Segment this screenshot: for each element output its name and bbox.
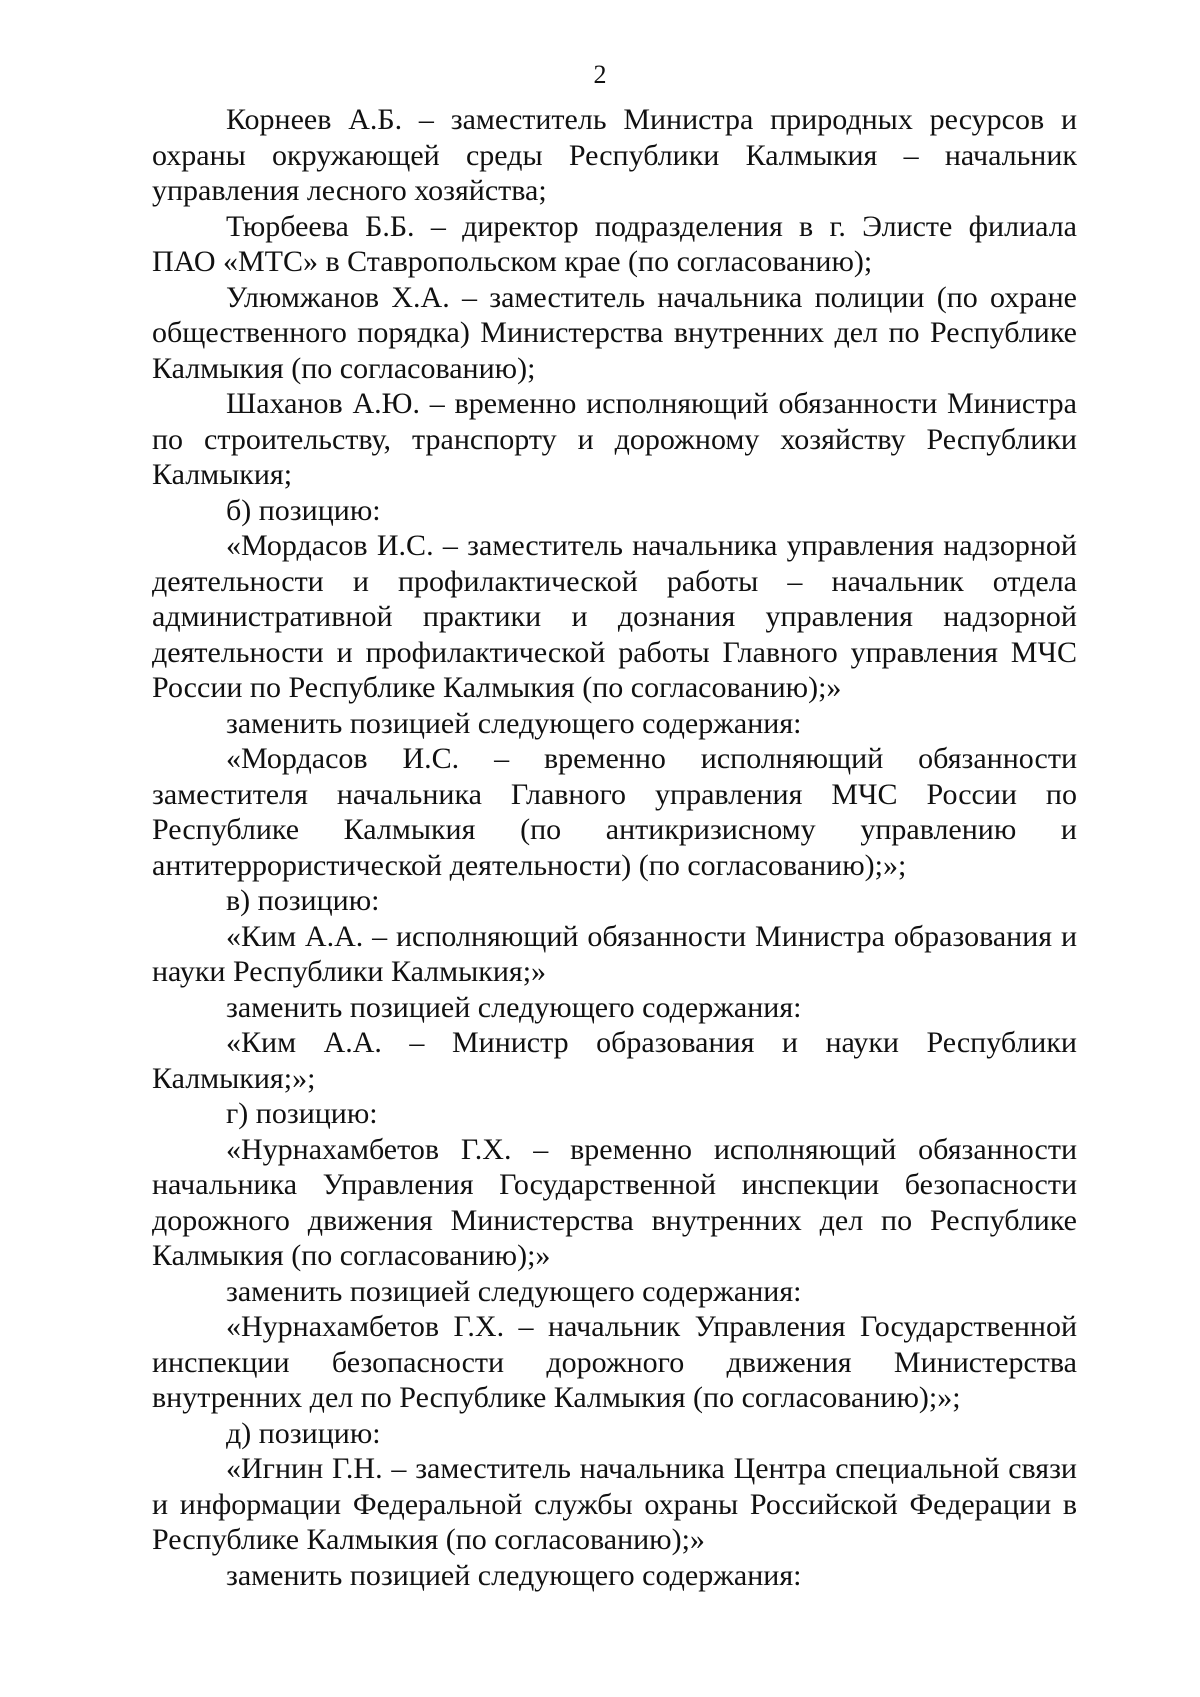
paragraph: г) позицию: bbox=[226, 1097, 378, 1130]
paragraph: «Нурнахамбетов Г.Х. – временно исполняющий обязанности начальника Управления Государственной инспекции безопасности дорожного движения Министерства внутренних дел по Республике Калмыкия (по согласованию);» bbox=[152, 1132, 1077, 1272]
paragraph: заменить позицией следующего содержания: bbox=[226, 706, 802, 740]
paragraph: Тюрбеева Б.Б. – директор подразделения в г. Элисте филиала ПАО «МТС» в Ставропольском крае (по согласованию); bbox=[152, 209, 1077, 278]
paragraph: заменить позицией следующего содержания: bbox=[226, 1558, 802, 1592]
paragraph: «Ким А.А. – исполняющий обязанности Министра образования и науки Республики Калмыкия;» bbox=[152, 919, 1077, 988]
paragraph: Шаханов А.Ю. – временно исполняющий обязанности Министра по строительству, транспорту и дорожному хозяйству Республики Калмыкия; bbox=[152, 387, 1077, 491]
paragraph: «Игнин Г.Н. – заместитель начальника Центра специальной связи и информации Федеральной службы охраны Российской Федерации в Республике Калмыкия (по согласованию);» bbox=[152, 1452, 1077, 1556]
paragraph: «Мордасов И.С. – заместитель начальника управления надзорной деятельности и профилактической работы – начальник отдела административной практики и дознания управления надзорной деятельности и профилактической работы Главного управления МЧС России по Республике Калмыкия (по согласованию);» bbox=[152, 529, 1077, 704]
paragraph: «Мордасов И.С. – временно исполняющий обязанности заместителя начальника Главного управления МЧС России по Республике Калмыкия (по антикризисному управлению и антитеррористической деятельности) (по согласованию);»; bbox=[152, 742, 1077, 882]
paragraph: д) позицию: bbox=[226, 1416, 381, 1450]
paragraph: Улюмжанов Х.А. – заместитель начальника полиции (по охране общественного порядка) Министерства внутренних дел по Республике Калмыкия (по согласованию); bbox=[152, 280, 1077, 385]
paragraph: заменить позицией следующего содержания: bbox=[226, 1274, 802, 1308]
document-body bbox=[152, 102, 1077, 1593]
paragraph: заменить позицией следующего содержания: bbox=[226, 990, 802, 1024]
paragraph: Корнеев А.Б. – заместитель Министра природных ресурсов и охраны окружающей среды Республики Калмыкия – начальник управления лесного хозяйства; bbox=[152, 103, 1077, 207]
paragraph: «Нурнахамбетов Г.Х. – начальник Управления Государственной инспекции безопасности дорожного движения Министерства внутренних дел по Республике Калмыкия (по согласованию);»; bbox=[152, 1310, 1077, 1414]
paragraph: б) позицию: bbox=[226, 493, 381, 527]
paragraph: «Ким А.А. – Министр образования и науки Республики Калмыкия;»; bbox=[152, 1026, 1077, 1095]
paragraph: в) позицию: bbox=[226, 884, 380, 917]
page-number: 2 bbox=[593, 60, 607, 89]
